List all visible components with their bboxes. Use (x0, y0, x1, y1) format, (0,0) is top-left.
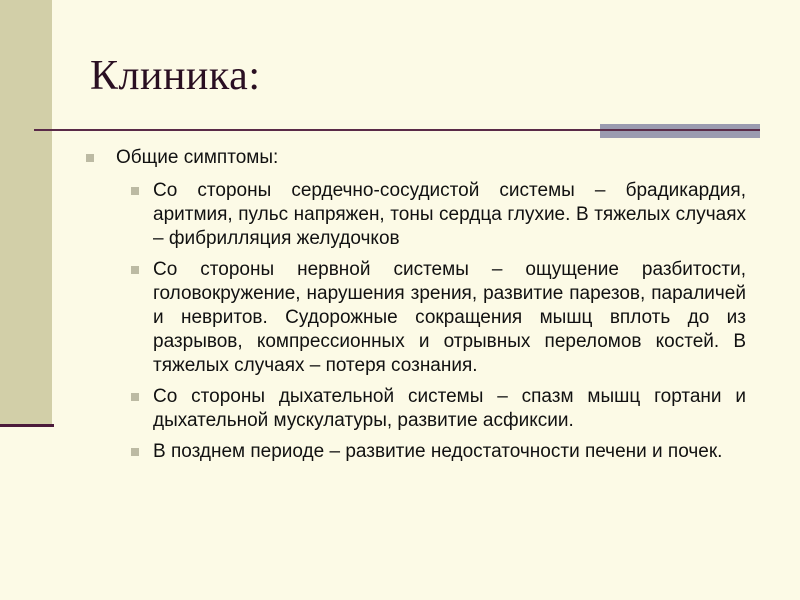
left-bar-underline (0, 424, 54, 427)
slide-content (86, 146, 746, 471)
square-bullet-icon (131, 187, 139, 195)
list-item-text: Со стороны дыхательной системы – спазм мышц гортани и дыхательной мускулатуры, развитие асфиксии. (153, 386, 746, 431)
title-divider-accent-line (600, 129, 760, 131)
list-item-text: Со стороны нервной системы – ощущение разбитости, головокружение, нарушения зрения, развитие парезов, параличей и невритов. Судорожные сокращения мышц вплоть до из разрывов, компрессионных и отрывных переломов костей. В тяжелых случаях – потеря сознания. (153, 259, 746, 376)
left-decorative-bar (0, 0, 52, 426)
title-divider (34, 129, 604, 131)
square-bullet-icon (131, 448, 139, 456)
list-item (131, 179, 746, 251)
list-item (131, 440, 746, 464)
symptom-list (86, 179, 746, 464)
square-bullet-icon (131, 266, 139, 274)
bullet-level1-text: Общие симптомы: (116, 147, 279, 168)
list-item-text: В позднем периоде – развитие недостаточности печени и почек. (153, 441, 723, 462)
list-item (131, 385, 746, 433)
title-divider-accent (600, 124, 760, 138)
list-item (131, 258, 746, 378)
square-bullet-icon (86, 154, 94, 162)
slide-title: Клиника: (90, 53, 261, 99)
square-bullet-icon (131, 393, 139, 401)
list-item-text: Со стороны сердечно-сосудистой системы – брадикардия, аритмия, пульс напряжен, тоны сердца глухие. В тяжелых случаях – фибрилляция желудочков (153, 180, 746, 249)
bullet-level1 (86, 146, 746, 170)
